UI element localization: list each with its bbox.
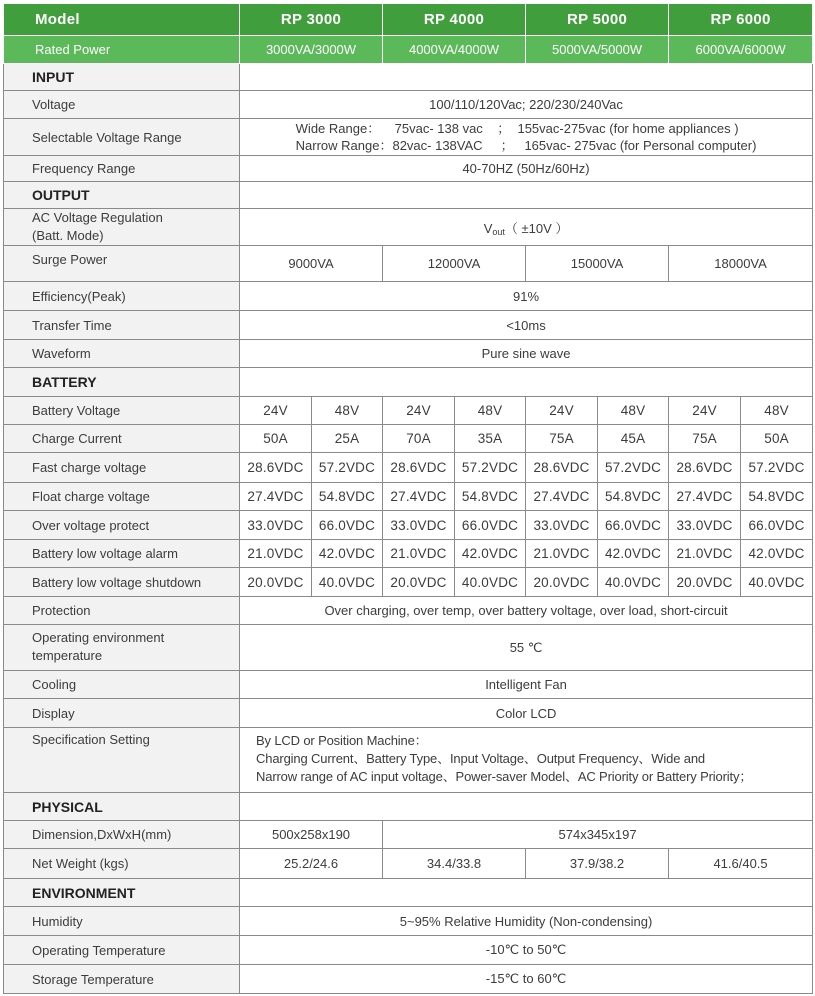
efficiency-row bbox=[4, 282, 813, 311]
voltage-row bbox=[4, 91, 813, 119]
vout-tolerance: （ ±10V ） bbox=[504, 220, 569, 236]
rated-power-value: 5000VA/5000W bbox=[526, 36, 669, 64]
battery-voltage-cell: 48V bbox=[455, 397, 526, 425]
fast-charge-voltage-cell: 57.2VDC bbox=[598, 453, 669, 483]
net-weight-value: 41.6/40.5 bbox=[669, 849, 813, 879]
humidity-value: 5~95% Relative Humidity (Non-condensing) bbox=[240, 907, 813, 936]
surge-power-value: 18000VA bbox=[669, 246, 813, 282]
specification-setting-row bbox=[4, 728, 813, 793]
section-blank-cell bbox=[240, 879, 813, 907]
spec-setting-line: Narrow range of AC input voltage、Power-saver Model、AC Priority or Battery Priority； bbox=[256, 769, 753, 784]
fast-charge-voltage-cell: 28.6VDC bbox=[669, 453, 741, 483]
physical-section-row bbox=[4, 793, 813, 821]
output-section-title: OUTPUT bbox=[4, 182, 240, 209]
section-blank-cell bbox=[240, 368, 813, 397]
charge-current-cell: 25A bbox=[312, 425, 383, 453]
rated-power-label: Rated Power bbox=[4, 36, 240, 64]
model-header-row bbox=[4, 4, 813, 36]
spec-setting-line: By LCD or Position Machine： bbox=[256, 733, 428, 748]
low-voltage-alarm-cell: 21.0VDC bbox=[526, 540, 598, 568]
operating-temperature-row bbox=[4, 936, 813, 965]
voltage-range-lines bbox=[296, 120, 757, 154]
net-weight-value: 34.4/33.8 bbox=[383, 849, 526, 879]
waveform-label: Waveform bbox=[4, 340, 240, 368]
display-value: Color LCD bbox=[240, 699, 813, 728]
wide-range-line: Wide Range： 75vac- 138 vac ； 155vac-275vac (for home appliances ) bbox=[295, 121, 739, 136]
selectable-voltage-range-row bbox=[4, 119, 813, 156]
fast-charge-voltage-row bbox=[4, 453, 813, 483]
low-voltage-shutdown-cell: 20.0VDC bbox=[526, 568, 598, 597]
rated-power-row bbox=[4, 36, 813, 64]
waveform-row bbox=[4, 340, 813, 368]
surge-power-row bbox=[4, 246, 813, 282]
label-line: Operating environment bbox=[32, 630, 165, 645]
net-weight-value: 37.9/38.2 bbox=[526, 849, 669, 879]
label-line: temperature bbox=[32, 648, 103, 663]
battery-voltage-cell: 48V bbox=[598, 397, 669, 425]
humidity-label: Humidity bbox=[4, 907, 240, 936]
over-voltage-protect-cell: 33.0VDC bbox=[383, 511, 455, 540]
low-voltage-shutdown-cell: 20.0VDC bbox=[669, 568, 741, 597]
rated-power-value: 6000VA/6000W bbox=[669, 36, 813, 64]
environment-section-title: ENVIRONMENT bbox=[4, 879, 240, 907]
battery-low-voltage-shutdown-label: Battery low voltage shutdown bbox=[4, 568, 240, 597]
voltage-value: 100/110/120Vac; 220/230/240Vac bbox=[240, 91, 813, 119]
low-voltage-alarm-cell: 21.0VDC bbox=[383, 540, 455, 568]
surge-power-label: Surge Power bbox=[4, 246, 240, 282]
section-blank-cell bbox=[240, 182, 813, 209]
vout-subscript: out bbox=[492, 226, 505, 237]
low-voltage-shutdown-cell: 40.0VDC bbox=[741, 568, 813, 597]
charge-current-row bbox=[4, 425, 813, 453]
operating-environment-temperature-value: 55 ℃ bbox=[240, 625, 813, 671]
physical-section-title: PHYSICAL bbox=[4, 793, 240, 821]
charge-current-cell: 50A bbox=[240, 425, 312, 453]
ac-voltage-regulation-label bbox=[4, 209, 240, 246]
charge-current-cell: 35A bbox=[455, 425, 526, 453]
low-voltage-alarm-cell: 42.0VDC bbox=[455, 540, 526, 568]
over-voltage-protect-cell: 66.0VDC bbox=[455, 511, 526, 540]
model-rp3000: RP 3000 bbox=[240, 4, 383, 36]
over-voltage-protect-label: Over voltage protect bbox=[4, 511, 240, 540]
ac-voltage-regulation-row bbox=[4, 209, 813, 246]
low-voltage-shutdown-cell: 40.0VDC bbox=[598, 568, 669, 597]
net-weight-value: 25.2/24.6 bbox=[240, 849, 383, 879]
frequency-range-value: 40-70HZ (50Hz/60Hz) bbox=[240, 156, 813, 182]
over-voltage-protect-cell: 33.0VDC bbox=[526, 511, 598, 540]
dimension-value: 574x345x197 bbox=[383, 821, 813, 849]
section-blank-cell bbox=[240, 793, 813, 821]
transfer-time-value: <10ms bbox=[240, 311, 813, 340]
low-voltage-shutdown-cell: 40.0VDC bbox=[312, 568, 383, 597]
low-voltage-alarm-cell: 21.0VDC bbox=[669, 540, 741, 568]
battery-section-row bbox=[4, 368, 813, 397]
over-voltage-protect-cell: 66.0VDC bbox=[312, 511, 383, 540]
cooling-row bbox=[4, 671, 813, 699]
fast-charge-voltage-cell: 28.6VDC bbox=[383, 453, 455, 483]
efficiency-label: Efficiency(Peak) bbox=[4, 282, 240, 311]
selectable-voltage-range-label: Selectable Voltage Range bbox=[4, 119, 240, 156]
cooling-value: Intelligent Fan bbox=[240, 671, 813, 699]
battery-voltage-cell: 24V bbox=[526, 397, 598, 425]
battery-voltage-cell: 24V bbox=[383, 397, 455, 425]
float-charge-voltage-label: Float charge voltage bbox=[4, 483, 240, 511]
operating-temperature-label: Operating Temperature bbox=[4, 936, 240, 965]
battery-section-title: BATTERY bbox=[4, 368, 240, 397]
fast-charge-voltage-cell: 28.6VDC bbox=[526, 453, 598, 483]
float-charge-voltage-cell: 27.4VDC bbox=[383, 483, 455, 511]
low-voltage-shutdown-cell: 40.0VDC bbox=[455, 568, 526, 597]
low-voltage-alarm-cell: 42.0VDC bbox=[312, 540, 383, 568]
fast-charge-voltage-cell: 57.2VDC bbox=[455, 453, 526, 483]
display-row bbox=[4, 699, 813, 728]
waveform-value: Pure sine wave bbox=[240, 340, 813, 368]
operating-environment-temperature-row bbox=[4, 625, 813, 671]
protection-row bbox=[4, 597, 813, 625]
over-voltage-protect-cell: 33.0VDC bbox=[669, 511, 741, 540]
model-label: Model bbox=[4, 4, 240, 36]
battery-voltage-cell: 48V bbox=[741, 397, 813, 425]
humidity-row bbox=[4, 907, 813, 936]
battery-voltage-row bbox=[4, 397, 813, 425]
low-voltage-alarm-cell: 42.0VDC bbox=[741, 540, 813, 568]
charge-current-cell: 75A bbox=[669, 425, 741, 453]
narrow-range-line: Narrow Range：82vac- 138VAC ； 165vac- 275vac (for Personal computer) bbox=[295, 138, 757, 153]
label-line: (Batt. Mode) bbox=[32, 228, 104, 243]
low-voltage-shutdown-cell: 20.0VDC bbox=[383, 568, 455, 597]
fast-charge-voltage-label: Fast charge voltage bbox=[4, 453, 240, 483]
spec-setting-line: Charging Current、Battery Type、Input Voltage、Output Frequency、Wide and bbox=[256, 751, 705, 766]
model-rp4000: RP 4000 bbox=[383, 4, 526, 36]
input-section-title: INPUT bbox=[4, 64, 240, 91]
float-charge-voltage-row bbox=[4, 483, 813, 511]
input-section-row bbox=[4, 64, 813, 91]
dimension-value: 500x258x190 bbox=[240, 821, 383, 849]
float-charge-voltage-cell: 54.8VDC bbox=[312, 483, 383, 511]
surge-power-value: 9000VA bbox=[240, 246, 383, 282]
surge-power-value: 12000VA bbox=[383, 246, 526, 282]
protection-label: Protection bbox=[4, 597, 240, 625]
over-voltage-protect-cell: 66.0VDC bbox=[598, 511, 669, 540]
efficiency-value: 91% bbox=[240, 282, 813, 311]
float-charge-voltage-cell: 27.4VDC bbox=[669, 483, 741, 511]
storage-temperature-row bbox=[4, 965, 813, 994]
rated-power-value: 3000VA/3000W bbox=[240, 36, 383, 64]
section-blank-cell bbox=[240, 64, 813, 91]
battery-low-voltage-alarm-row bbox=[4, 540, 813, 568]
dimension-label: Dimension,DxWxH(mm) bbox=[4, 821, 240, 849]
cooling-label: Cooling bbox=[4, 671, 240, 699]
storage-temperature-label: Storage Temperature bbox=[4, 965, 240, 994]
battery-voltage-label: Battery Voltage bbox=[4, 397, 240, 425]
label-line: AC Voltage Regulation bbox=[32, 210, 163, 225]
battery-low-voltage-alarm-label: Battery low voltage alarm bbox=[4, 540, 240, 568]
model-rp5000: RP 5000 bbox=[526, 4, 669, 36]
dimension-row bbox=[4, 821, 813, 849]
vout-symbol: V bbox=[483, 220, 493, 236]
charge-current-cell: 75A bbox=[526, 425, 598, 453]
transfer-time-row bbox=[4, 311, 813, 340]
spec-table bbox=[3, 3, 813, 994]
selectable-voltage-range-value bbox=[240, 119, 813, 156]
battery-low-voltage-shutdown-row bbox=[4, 568, 813, 597]
net-weight-row bbox=[4, 849, 813, 879]
fast-charge-voltage-cell: 57.2VDC bbox=[312, 453, 383, 483]
surge-power-value: 15000VA bbox=[526, 246, 669, 282]
charge-current-cell: 50A bbox=[741, 425, 813, 453]
rated-power-value: 4000VA/4000W bbox=[383, 36, 526, 64]
operating-environment-temperature-label bbox=[4, 625, 240, 671]
net-weight-label: Net Weight (kgs) bbox=[4, 849, 240, 879]
frequency-range-row bbox=[4, 156, 813, 182]
low-voltage-alarm-cell: 21.0VDC bbox=[240, 540, 312, 568]
display-label: Display bbox=[4, 699, 240, 728]
float-charge-voltage-cell: 54.8VDC bbox=[455, 483, 526, 511]
battery-voltage-cell: 24V bbox=[669, 397, 741, 425]
transfer-time-label: Transfer Time bbox=[4, 311, 240, 340]
charge-current-cell: 70A bbox=[383, 425, 455, 453]
storage-temperature-value: -15℃ to 60℃ bbox=[240, 965, 813, 994]
protection-value: Over charging, over temp, over battery voltage, over load, short-circuit bbox=[240, 597, 813, 625]
charge-current-cell: 45A bbox=[598, 425, 669, 453]
over-voltage-protect-cell: 66.0VDC bbox=[741, 511, 813, 540]
low-voltage-shutdown-cell: 20.0VDC bbox=[240, 568, 312, 597]
voltage-label: Voltage bbox=[4, 91, 240, 119]
environment-section-row bbox=[4, 879, 813, 907]
ac-voltage-regulation-value bbox=[240, 209, 813, 246]
over-voltage-protect-row bbox=[4, 511, 813, 540]
float-charge-voltage-cell: 27.4VDC bbox=[526, 483, 598, 511]
specification-setting-value bbox=[240, 728, 813, 793]
float-charge-voltage-cell: 54.8VDC bbox=[741, 483, 813, 511]
operating-temperature-value: -10℃ to 50℃ bbox=[240, 936, 813, 965]
float-charge-voltage-cell: 27.4VDC bbox=[240, 483, 312, 511]
specification-setting-label: Specification Setting bbox=[4, 728, 240, 793]
low-voltage-alarm-cell: 42.0VDC bbox=[598, 540, 669, 568]
over-voltage-protect-cell: 33.0VDC bbox=[240, 511, 312, 540]
charge-current-label: Charge Current bbox=[4, 425, 240, 453]
frequency-range-label: Frequency Range bbox=[4, 156, 240, 182]
fast-charge-voltage-cell: 28.6VDC bbox=[240, 453, 312, 483]
battery-voltage-cell: 24V bbox=[240, 397, 312, 425]
model-rp6000: RP 6000 bbox=[669, 4, 813, 36]
fast-charge-voltage-cell: 57.2VDC bbox=[741, 453, 813, 483]
float-charge-voltage-cell: 54.8VDC bbox=[598, 483, 669, 511]
battery-voltage-cell: 48V bbox=[312, 397, 383, 425]
output-section-row bbox=[4, 182, 813, 209]
